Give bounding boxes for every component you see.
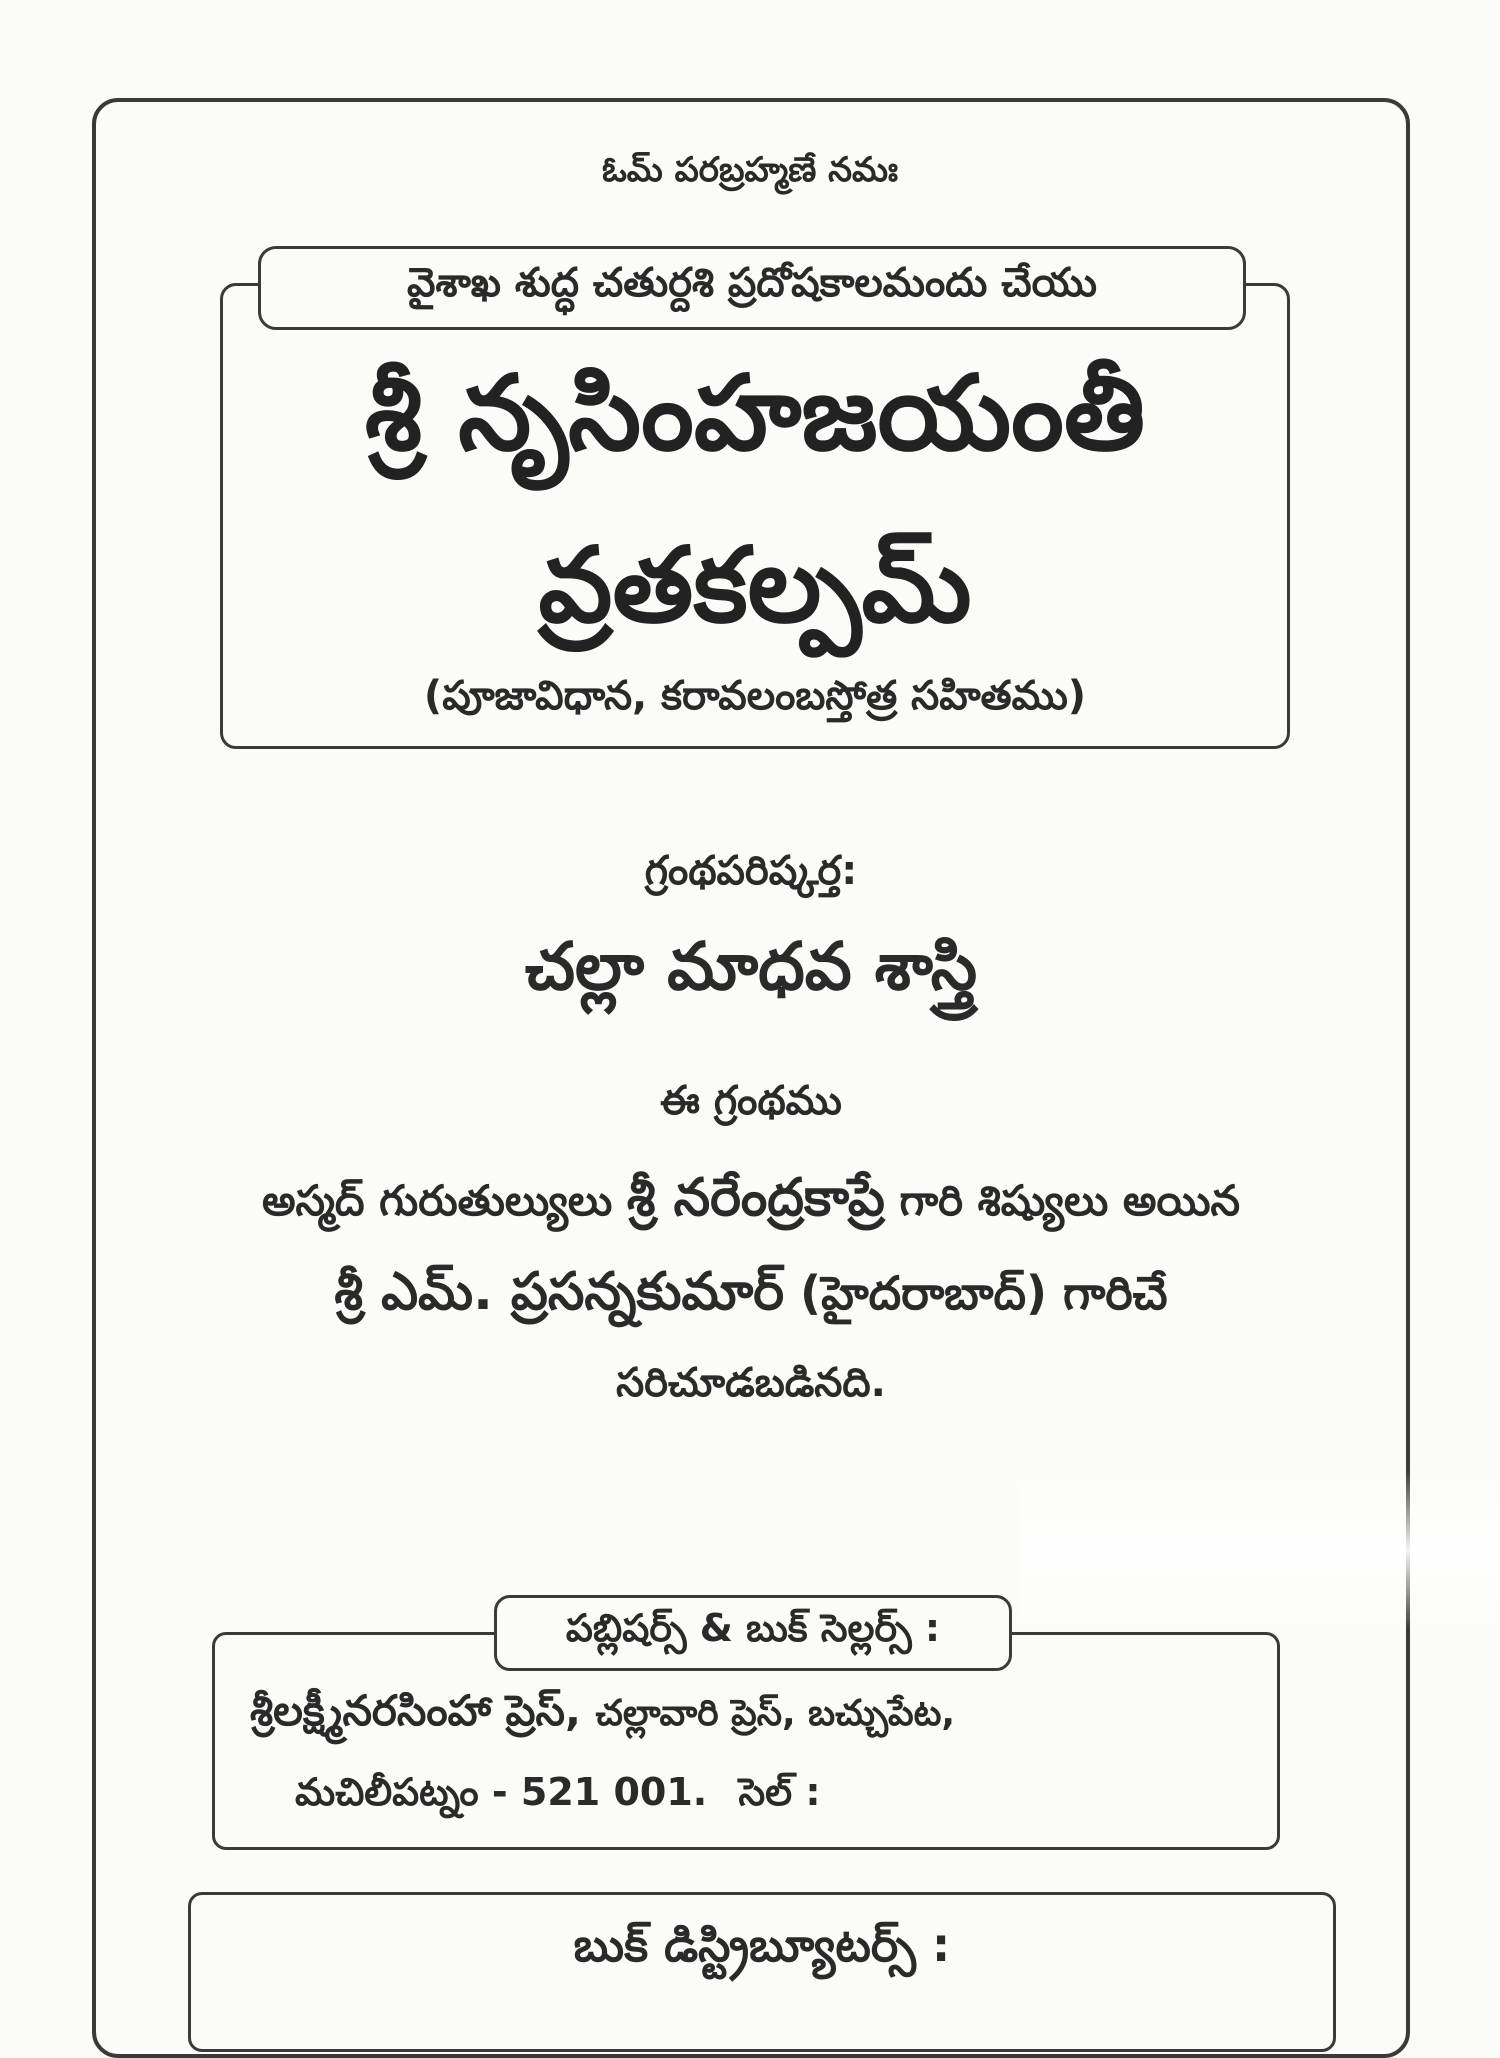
publishers-tab-label: పబ్లిషర్స్ & బుక్ సెల్లర్స్ : (494, 1595, 1012, 1671)
publisher-line-1 (250, 1686, 1260, 1746)
title-subtitle: (పూజావిధాన, కరావలంబస్తోత్ర సహితము) (423, 673, 1087, 719)
press-name: శ్రీలక్ష్మీనరసింహా ప్రెస్, (250, 1686, 581, 1735)
reviewer-place: (హైదరాబాద్) (800, 1266, 1047, 1320)
title-tab-label: వైశాఖ శుద్ధ చతుర్దశి ప్రదోషకాలమందు చేయు (258, 246, 1246, 330)
teacher-name: శ్రీ నరేంద్రకాప్రే (626, 1168, 885, 1228)
main-title-line-2: వ్రతకల్పమ్ (538, 524, 972, 646)
editor-name: చల్లా మాధవ శాస్త్రి (524, 928, 978, 1005)
editor-label: గ్రంథపరిష్కర్త: (644, 848, 858, 894)
teacher-prefix: అస్మద్ గురుతుల్యులు (261, 1176, 613, 1225)
reviewed-text: సరిచూడబడినది. (616, 1360, 886, 1406)
reviewer-suffix: గారిచే (1063, 1266, 1168, 1320)
reviewer-line (92, 1262, 1410, 1335)
press-details: చల్లావారి ప్రెస్, బచ్చుపేట, (595, 1693, 956, 1734)
press-address: మచిలీపట్నం - 521 001. (295, 1770, 708, 1814)
main-title-line-1: శ్రీ నృసింహజయంతీ (364, 352, 1146, 474)
scan-smudge (1020, 1470, 1500, 1630)
book-line: ఈ గ్రంథము (660, 1078, 842, 1124)
teacher-suffix: గారి శిష్యులు అయిన (899, 1176, 1241, 1225)
cell-label: సెల్ : (738, 1770, 821, 1814)
publisher-line-2 (295, 1770, 1195, 1824)
reviewer-name: శ్రీ ఎమ్. ప్రసన్నకుమార్ (334, 1262, 785, 1322)
teacher-line (92, 1168, 1410, 1241)
invocation-text: ఓమ్ పరబ్రహ్మణే నమః (601, 150, 899, 190)
distributors-label: బుక్ డిస్ట్రిబ్యూటర్స్ : (573, 1918, 951, 1972)
